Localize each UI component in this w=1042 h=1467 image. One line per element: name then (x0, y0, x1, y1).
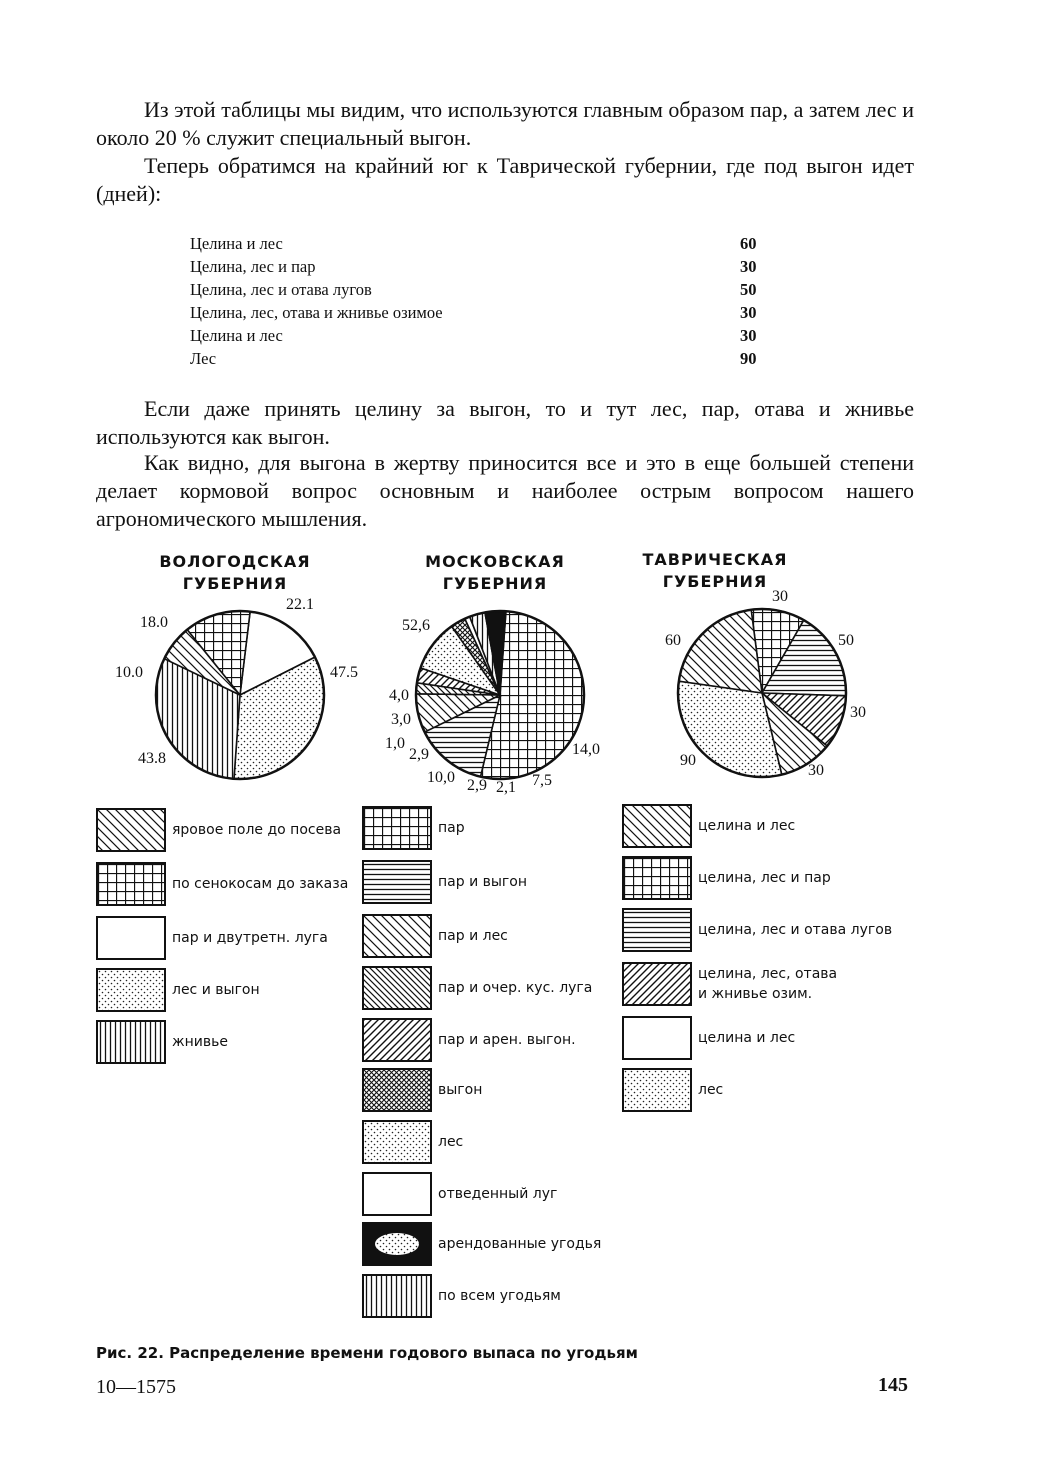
legend-item: пар и выгон (362, 860, 527, 904)
table-row: Целина, лес и отава лугов 50 (190, 280, 757, 299)
pie-title-vologda: ВОЛОГОДСКАЯ ГУБЕРНИЯ (159, 552, 311, 593)
legend-item: арендованные угодья (362, 1222, 601, 1266)
paragraph-2: Теперь обратимся на крайний юг к Таврической губернии, где под выгон идет (дней): (96, 153, 914, 206)
pie-title-moscow: МОСКОВСКАЯ ГУБЕРНИЯ (425, 552, 565, 593)
figure-caption: Рис. 22. Распределение времени годового выпаса по угодьям (96, 1344, 638, 1362)
legend-item: пар (362, 806, 465, 850)
pie-value-label: 30 (772, 588, 788, 605)
pie-value-label: 1,0 (385, 735, 405, 752)
pie-chart-moscow (410, 605, 590, 785)
table-row: Целина и лес 60 (190, 234, 757, 253)
pie-value-label: 10.0 (115, 664, 143, 681)
legend-item: по сенокосам до заказа (96, 862, 348, 906)
legend-item: пар и очер. кус. луга (362, 966, 592, 1010)
pie-value-label: 90 (680, 752, 696, 769)
pie-value-label: 22.1 (286, 596, 314, 613)
legend-item: целина и лес (622, 804, 795, 848)
legend-item: по всем угодьям (362, 1274, 561, 1318)
page-number: 145 (878, 1374, 908, 1396)
pie-value-label: 47.5 (330, 664, 358, 681)
pie-value-label: 7,5 (532, 772, 552, 789)
legend-item: яровое поле до посева (96, 808, 341, 852)
pie-value-label: 50 (838, 632, 854, 649)
legend-item: целина, лес, отава и жнивье озим. (622, 962, 848, 1006)
legend-item: целина, лес и отава лугов (622, 908, 892, 952)
pie-slice (679, 610, 762, 693)
grazing-days-table (190, 232, 770, 370)
legend-item: целина и лес (622, 1016, 795, 1060)
paragraph-3: Если даже принять целину за выгон, то и тут лес, пар, отава и жнивье используются как выгон. (96, 396, 914, 449)
table-row: Целина, лес и пар 30 (190, 257, 757, 276)
pie-value-label: 3,0 (391, 711, 411, 728)
pie-value-label: 18.0 (140, 614, 168, 631)
pie-value-label: 14,0 (572, 741, 600, 758)
pie-chart-tavrida (672, 603, 852, 783)
pie-title-tavrida: ТАВРИЧЕСКАЯ ГУБЕРНИЯ (642, 550, 788, 591)
printer-signature: 10—1575 (96, 1376, 176, 1398)
legend-item: отведенный луг (362, 1172, 557, 1216)
pie-value-label: 30 (850, 704, 866, 721)
table-row: Целина и лес 30 (190, 326, 757, 345)
pie-value-label: 4,0 (389, 687, 409, 704)
pie-value-label: 30 (808, 762, 824, 779)
paragraph-4: Как видно, для выгона в жертву приносится все и это в еще большей степени делает кормовой вопрос основным и наиболее острым вопросом нашего агрономического мышления. (96, 450, 914, 531)
pie-chart-vologda (150, 605, 330, 785)
pie-value-label: 60 (665, 632, 681, 649)
pie-value-label: 2,1 (496, 779, 516, 796)
legend-item: лес и выгон (96, 968, 260, 1012)
pie-value-label: 2,9 (467, 777, 487, 794)
legend-item: выгон (362, 1068, 482, 1112)
table-row: Целина, лес, отава и жнивье озимое 30 (190, 303, 757, 322)
legend-item: лес (622, 1068, 723, 1112)
table-row: Лес 90 (190, 349, 757, 368)
legend-item: лес (362, 1120, 463, 1164)
legend-item: жнивье (96, 1020, 228, 1064)
paragraph-1: Из этой таблицы мы видим, что используются главным образом пар, а затем лес и около 20 % служит специальный выгон. (96, 97, 914, 150)
legend-item: пар и двутретн. луга (96, 916, 328, 960)
legend-item: пар и лес (362, 914, 508, 958)
pie-value-label: 2,9 (409, 746, 429, 763)
pie-value-label: 10,0 (427, 769, 455, 786)
legend-item: пар и арен. выгон. (362, 1018, 576, 1062)
pie-value-label: 43.8 (138, 750, 166, 767)
pie-value-label: 52,6 (402, 617, 430, 634)
legend-item: целина, лес и пар (622, 856, 831, 900)
